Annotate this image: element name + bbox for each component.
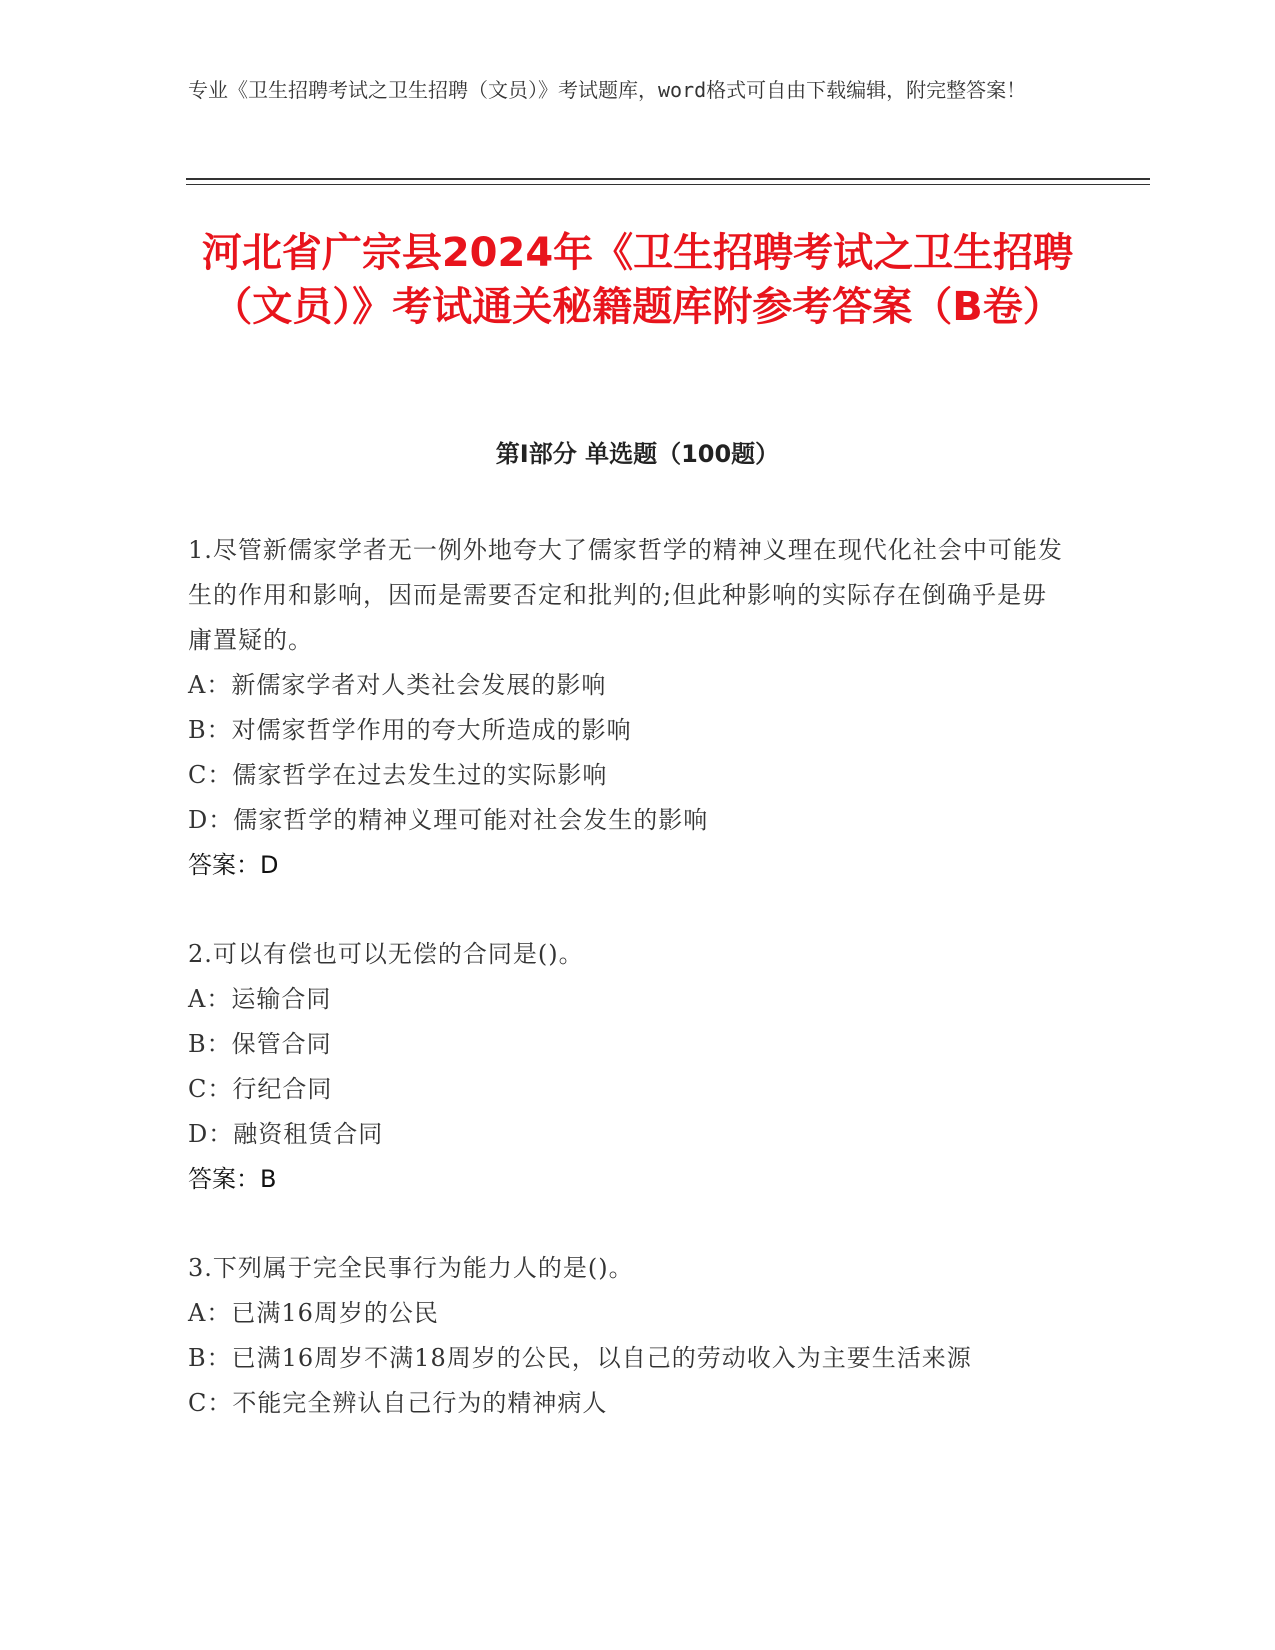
header-divider-thin [186, 184, 1150, 185]
option-a: A：已满16周岁的公民 [188, 1299, 439, 1327]
option-d: D：融资租赁合同 [188, 1120, 384, 1148]
document-title: 河北省广宗县2024年《卫生招聘考试之卫生招聘（文员）》考试通关秘籍题库附参考答案（B卷） [201, 230, 1074, 330]
option-b: B：对儒家哲学作用的夸大所造成的影响 [188, 716, 632, 744]
option-b: B：保管合同 [188, 1030, 332, 1058]
option-b: B：已满16周岁不满18周岁的公民，以自己的劳动收入为主要生活来源 [188, 1344, 972, 1372]
option-c: C：不能完全辨认自己行为的精神病人 [188, 1389, 608, 1417]
question-list [188, 528, 1068, 1470]
option-c: C：儒家哲学在过去发生过的实际影响 [188, 761, 608, 789]
question-1 [188, 528, 1068, 888]
question-3 [188, 1246, 1068, 1426]
header-note: 专业《卫生招聘考试之卫生招聘（文员）》考试题库，word格式可自由下载编辑，附完整答案！ [188, 78, 1027, 102]
option-c: C：行纪合同 [188, 1075, 333, 1103]
section-title: 第I部分 单选题（100题） [495, 440, 780, 468]
question-answer: 答案：D [188, 851, 279, 879]
question-2 [188, 932, 1068, 1202]
question-answer: 答案：B [188, 1165, 277, 1193]
question-stem: 2.可以有偿也可以无偿的合同是()。 [188, 940, 584, 968]
option-a: A：新儒家学者对人类社会发展的影响 [188, 671, 607, 699]
question-stem: 3.下列属于完全民事行为能力人的是()。 [188, 1254, 634, 1282]
option-a: A：运输合同 [188, 985, 332, 1013]
header-divider-thick [186, 178, 1150, 180]
option-d: D：儒家哲学的精神义理可能对社会发生的影响 [188, 806, 709, 834]
question-stem: 1.尽管新儒家学者无一例外地夸大了儒家哲学的精神义理在现代化社会中可能发生的作用和影响，因而是需要否定和批判的;但此种影响的实际存在倒确乎是毋庸置疑的。 [188, 536, 1063, 654]
